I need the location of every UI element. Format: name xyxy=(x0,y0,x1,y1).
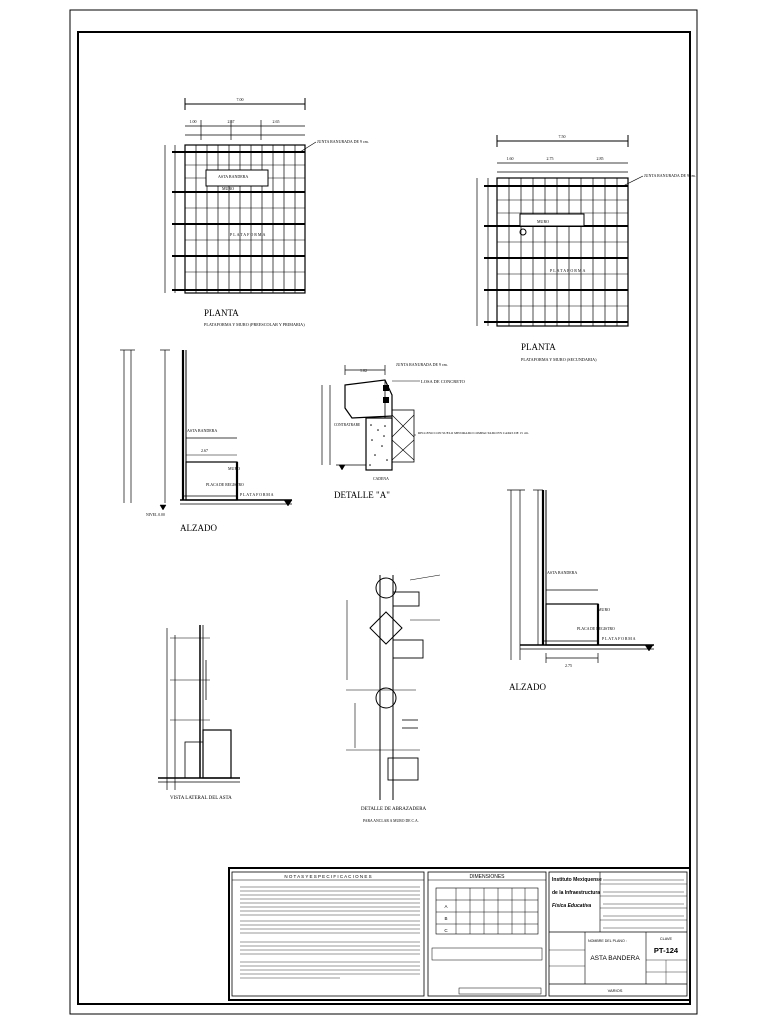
notes-text-lines xyxy=(240,880,684,978)
institute-line-3: Física Educativa xyxy=(552,903,592,909)
alzado-left-title: ALZADO xyxy=(180,523,217,533)
alzado-left-nivel-note: NIVEL 0.00 xyxy=(146,513,165,517)
planta-primary-subtitle: PLATAFORMA Y MURO (PREESCOLAR Y PRIMARIA) xyxy=(204,322,305,327)
detalle-a-title: DETALLE "A" xyxy=(334,490,390,500)
planta-secondary-title: PLANTA xyxy=(521,342,556,352)
planta-secondary-dim-total: 7.50 xyxy=(558,134,566,139)
alzado-left-plataforma-note: PLATAFORMA xyxy=(240,492,275,497)
planta-primary-dim-1: 1.00 xyxy=(189,119,197,124)
planta-primary-dim-total: 7.00 xyxy=(236,97,244,102)
detalle-a-relleno-note: RELLENO CON SUELO MEJORADO COMPACTADO EN CAPAS DE 15 cm. xyxy=(418,431,529,435)
planta-secondary-dim-2: 2.75 xyxy=(546,156,554,161)
detalle-a-contrat-note: CONTRATRABE xyxy=(334,423,361,427)
detalle-a-cadena-note: CADENA xyxy=(373,477,389,481)
alzado-right-placa-note: PLACA DE REGISTRO xyxy=(577,627,615,631)
planta-secondary-plataforma-note: PLATAFORMA xyxy=(550,268,587,273)
alzado-right-muro-note: MURO xyxy=(598,607,611,612)
alzado-right-dim: 2.75 xyxy=(565,663,572,668)
institute-line-2: de la Infraestructura xyxy=(552,890,601,896)
detalle-abrazadera xyxy=(346,575,440,800)
vista-lateral xyxy=(158,625,240,790)
planta-secondary-dim-3: 2.85 xyxy=(596,156,604,161)
planta-primary-title: PLANTA xyxy=(204,308,239,318)
planta-primary-dim-2: 2.67 xyxy=(227,119,235,124)
detalle-a xyxy=(322,365,420,470)
planta-primary xyxy=(165,98,316,293)
plano-name: ASTA BANDERA xyxy=(590,955,640,962)
clave-value: PT-124 xyxy=(653,946,679,955)
detalle-a-junta-note: JUNTA RANURADA DE 9 cm. xyxy=(396,362,448,367)
detalle-a-dim: 1.02 xyxy=(360,368,367,373)
alzado-right-asta-note: ASTA BANDERA xyxy=(547,570,578,575)
varios-label: VARIOS xyxy=(607,988,623,993)
plano-label: NOMBRE DEL PLANO : xyxy=(588,939,627,943)
planta-secondary-muro-note: MURO xyxy=(537,219,550,224)
dim-row-a: A xyxy=(444,904,448,909)
dimensiones-header: DIMENSIONES xyxy=(469,874,505,880)
planta-secondary-junta-note: JUNTA RANURADA DE 9 cm. xyxy=(644,173,696,178)
title-block xyxy=(229,868,690,1000)
alzado-right-plataforma-note: PLATAFORMA xyxy=(602,636,637,641)
alzado-left-asta-note: ASTA BANDERA xyxy=(187,428,218,433)
vista-lateral-title: VISTA LATERAL DEL ASTA xyxy=(170,796,232,801)
planta-primary-plataforma-note: PLATAFORMA xyxy=(230,232,267,237)
notes-header: N O T A S Y E S P E C I F I C A C I O N E S xyxy=(284,874,372,879)
alzado-left-placa-note: PLACA DE REGISTRO xyxy=(206,483,244,487)
dim-row-b: B xyxy=(444,916,448,921)
planta-primary-asta-note: ASTA BANDERA xyxy=(218,174,249,179)
dim-row-c: C xyxy=(444,928,448,933)
detalle-a-hatch xyxy=(369,385,389,466)
planta-secondary-dim-1: 1.60 xyxy=(506,156,514,161)
clave-label: CLAVE xyxy=(659,937,673,941)
alzado-right-title: ALZADO xyxy=(509,682,546,692)
planta-primary-dim-3: 2.65 xyxy=(272,119,280,124)
planta-secondary-subtitle: PLATAFORMA Y MURO (SECUNDARIA) xyxy=(521,357,597,362)
detalle-a-losa-note: LOSA DE CONCRETO xyxy=(421,379,465,384)
institute-line-1: Instituto Mexiquense xyxy=(552,877,602,883)
detalle-abrazadera-subtitle: PARA ANCLAR A MURO DE C.A. xyxy=(363,819,419,823)
detalle-abrazadera-title: DETALLE DE ABRAZADERA xyxy=(361,807,427,812)
planta-secondary xyxy=(477,135,643,326)
planta-primary-junta-note: JUNTA RANURADA DE 9 cm. xyxy=(317,139,369,144)
planta-primary-muro-note: MURO xyxy=(222,186,235,191)
alzado-left-muro-note: MURO xyxy=(228,466,241,471)
alzado-left-dim: 2.67 xyxy=(201,448,208,453)
